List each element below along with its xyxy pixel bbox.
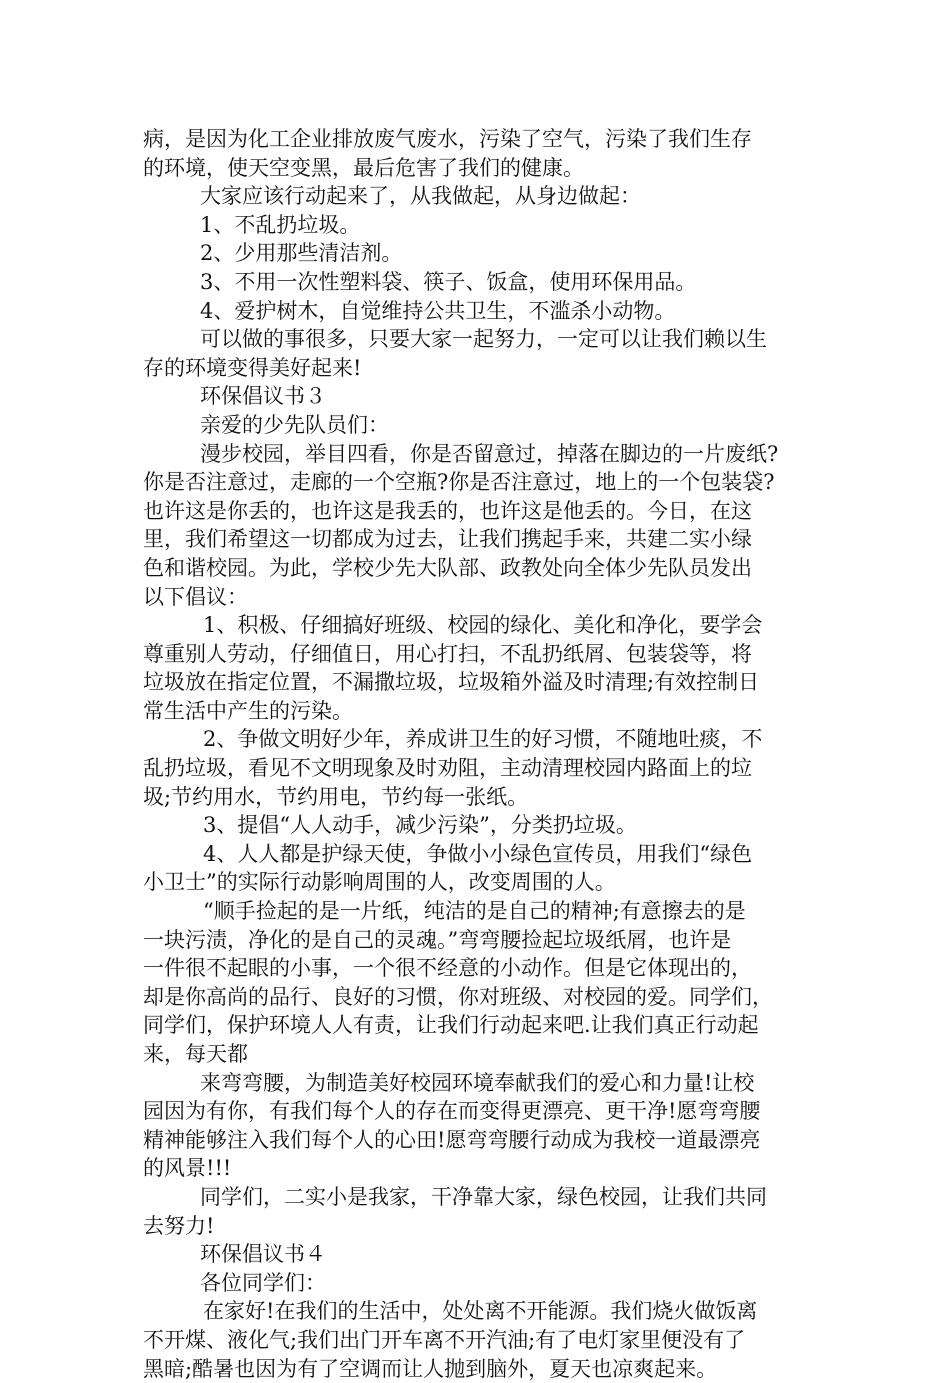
text-line: 以下倡议： bbox=[143, 584, 248, 609]
text-line: 病，是因为化工企业排放废气废水，污染了空气，污染了我们生存 bbox=[143, 127, 752, 151]
text-line: 4、爱护树木，自觉维持公共卫生，不滥杀小动物。 bbox=[200, 298, 676, 323]
text-line: 来弯弯腰，为制造美好校园环境奉献我们的爱心和力量!让校 bbox=[200, 1070, 755, 1095]
text-line: 圾;节约用水，节约用电，节约每一张纸。 bbox=[143, 784, 529, 809]
text-line: 你是否注意过，走廊的一个空瓶?你是否注意过，地上的一个包装袋? bbox=[143, 470, 775, 495]
text-line: 可以做的事很多，只要大家一起努力，一定可以让我们赖以生 bbox=[200, 327, 767, 352]
text-line: 乱扔垃圾，看见不文明现象及时劝阻，主动清理校园内路面上的垃 bbox=[143, 756, 752, 781]
text-line: 来，每天都 bbox=[143, 1042, 248, 1066]
text-line: 尊重别人劳动，仔细值日，用心打扫，不乱扔纸屑、包装袋等，将 bbox=[143, 641, 752, 666]
text-line: 的环境，使天空变黑，最后危害了我们的健康。 bbox=[143, 155, 584, 180]
text-line: 色和谐校园。为此，学校少先大队部、政教处向全体少先队员发出 bbox=[143, 555, 752, 580]
text-line: 一块污渍，净化的是自己的灵魂。”弯弯腰捡起垃圾纸屑，也许是 bbox=[143, 927, 732, 952]
text-line: 垃圾放在指定位置，不漏撒垃圾，垃圾箱外溢及时清理;有效控制日 bbox=[143, 670, 760, 695]
text-line: 同学们，保护环境人人有责，让我们行动起来吧.让我们真正行动起 bbox=[143, 1013, 759, 1038]
text-line: 亲爱的少先队员们： bbox=[200, 412, 389, 437]
text-line: 3、不用一次性塑料袋、筷子、饭盒，使用环保用品。 bbox=[200, 269, 697, 294]
text-line: “顺手捡起的是一片纸，纯洁的是自己的精神;有意擦去的是 bbox=[203, 899, 746, 924]
text-line: 也许这是你丢的，也许这是我丢的，也许这是他丢的。今日，在这 bbox=[143, 498, 752, 523]
text-line: 精神能够注入我们每个人的心田!愿弯弯腰行动成为我校一道最漂亮 bbox=[143, 1127, 761, 1152]
text-line: 一件很不起眼的小事，一个很不经意的小动作。但是它体现出的， bbox=[143, 956, 752, 981]
text-line: 去努力! bbox=[143, 1213, 215, 1238]
text-line: 4、人人都是护绿天使，争做小小绿色宣传员，用我们“绿色 bbox=[203, 841, 753, 866]
text-line: 2、少用那些清洁剂。 bbox=[200, 241, 403, 266]
text-line: 2、争做文明好少年，养成讲卫生的好习惯，不随地吐痰，不 bbox=[203, 727, 763, 752]
text-line: 小卫士”的实际行动影响周围的人，改变周围的人。 bbox=[143, 870, 616, 895]
text-line: 1、积极、仔细搞好班级、校园的绿化、美化和净化，要学会 bbox=[203, 613, 763, 638]
text-line: 却是你高尚的品行、良好的习惯，你对班级、对校园的爱。同学们， bbox=[143, 984, 773, 1009]
text-line: 同学们，二实小是我家，干净靠大家，绿色校园，让我们共同 bbox=[200, 1184, 767, 1209]
text-line: 1、不乱扔垃圾。 bbox=[200, 212, 361, 237]
text-line: 存的环境变得美好起来! bbox=[143, 355, 362, 380]
text-line: 园因为有你，有我们每个人的存在而变得更漂亮、更干净!愿弯弯腰 bbox=[143, 1099, 761, 1124]
text-line: 里，我们希望这一切都成为过去，让我们携起手来，共建二实小绿 bbox=[143, 527, 752, 552]
document-page bbox=[143, 125, 825, 1383]
text-line: 黑暗;酷暑也因为有了空调而让人抛到脑外，夏天也凉爽起来。 bbox=[143, 1356, 718, 1381]
text-line: 常生活中产生的污染。 bbox=[143, 698, 353, 723]
text-line: 大家应该行动起来了，从我做起，从身边做起： bbox=[200, 184, 641, 209]
text-line: 环保倡议书３ bbox=[200, 384, 326, 409]
text-line: 的风景!!! bbox=[143, 1156, 232, 1181]
text-line: 3、提倡“人人动手，减少污染”，分类扔垃圾。 bbox=[203, 813, 637, 838]
text-line: 各位同学们： bbox=[200, 1270, 326, 1295]
text-line: 漫步校园，举目四看，你是否留意过，掉落在脚边的一片废纸? bbox=[200, 441, 779, 466]
text-line: 不开煤、液化气;我们出门开车离不开汽油;有了电灯家里便没有了 bbox=[143, 1327, 746, 1352]
text-line: 在家好!在我们的生活中，处处离不开能源。我们烧火做饭离 bbox=[203, 1299, 758, 1324]
text-line: 环保倡议书４ bbox=[200, 1242, 326, 1267]
